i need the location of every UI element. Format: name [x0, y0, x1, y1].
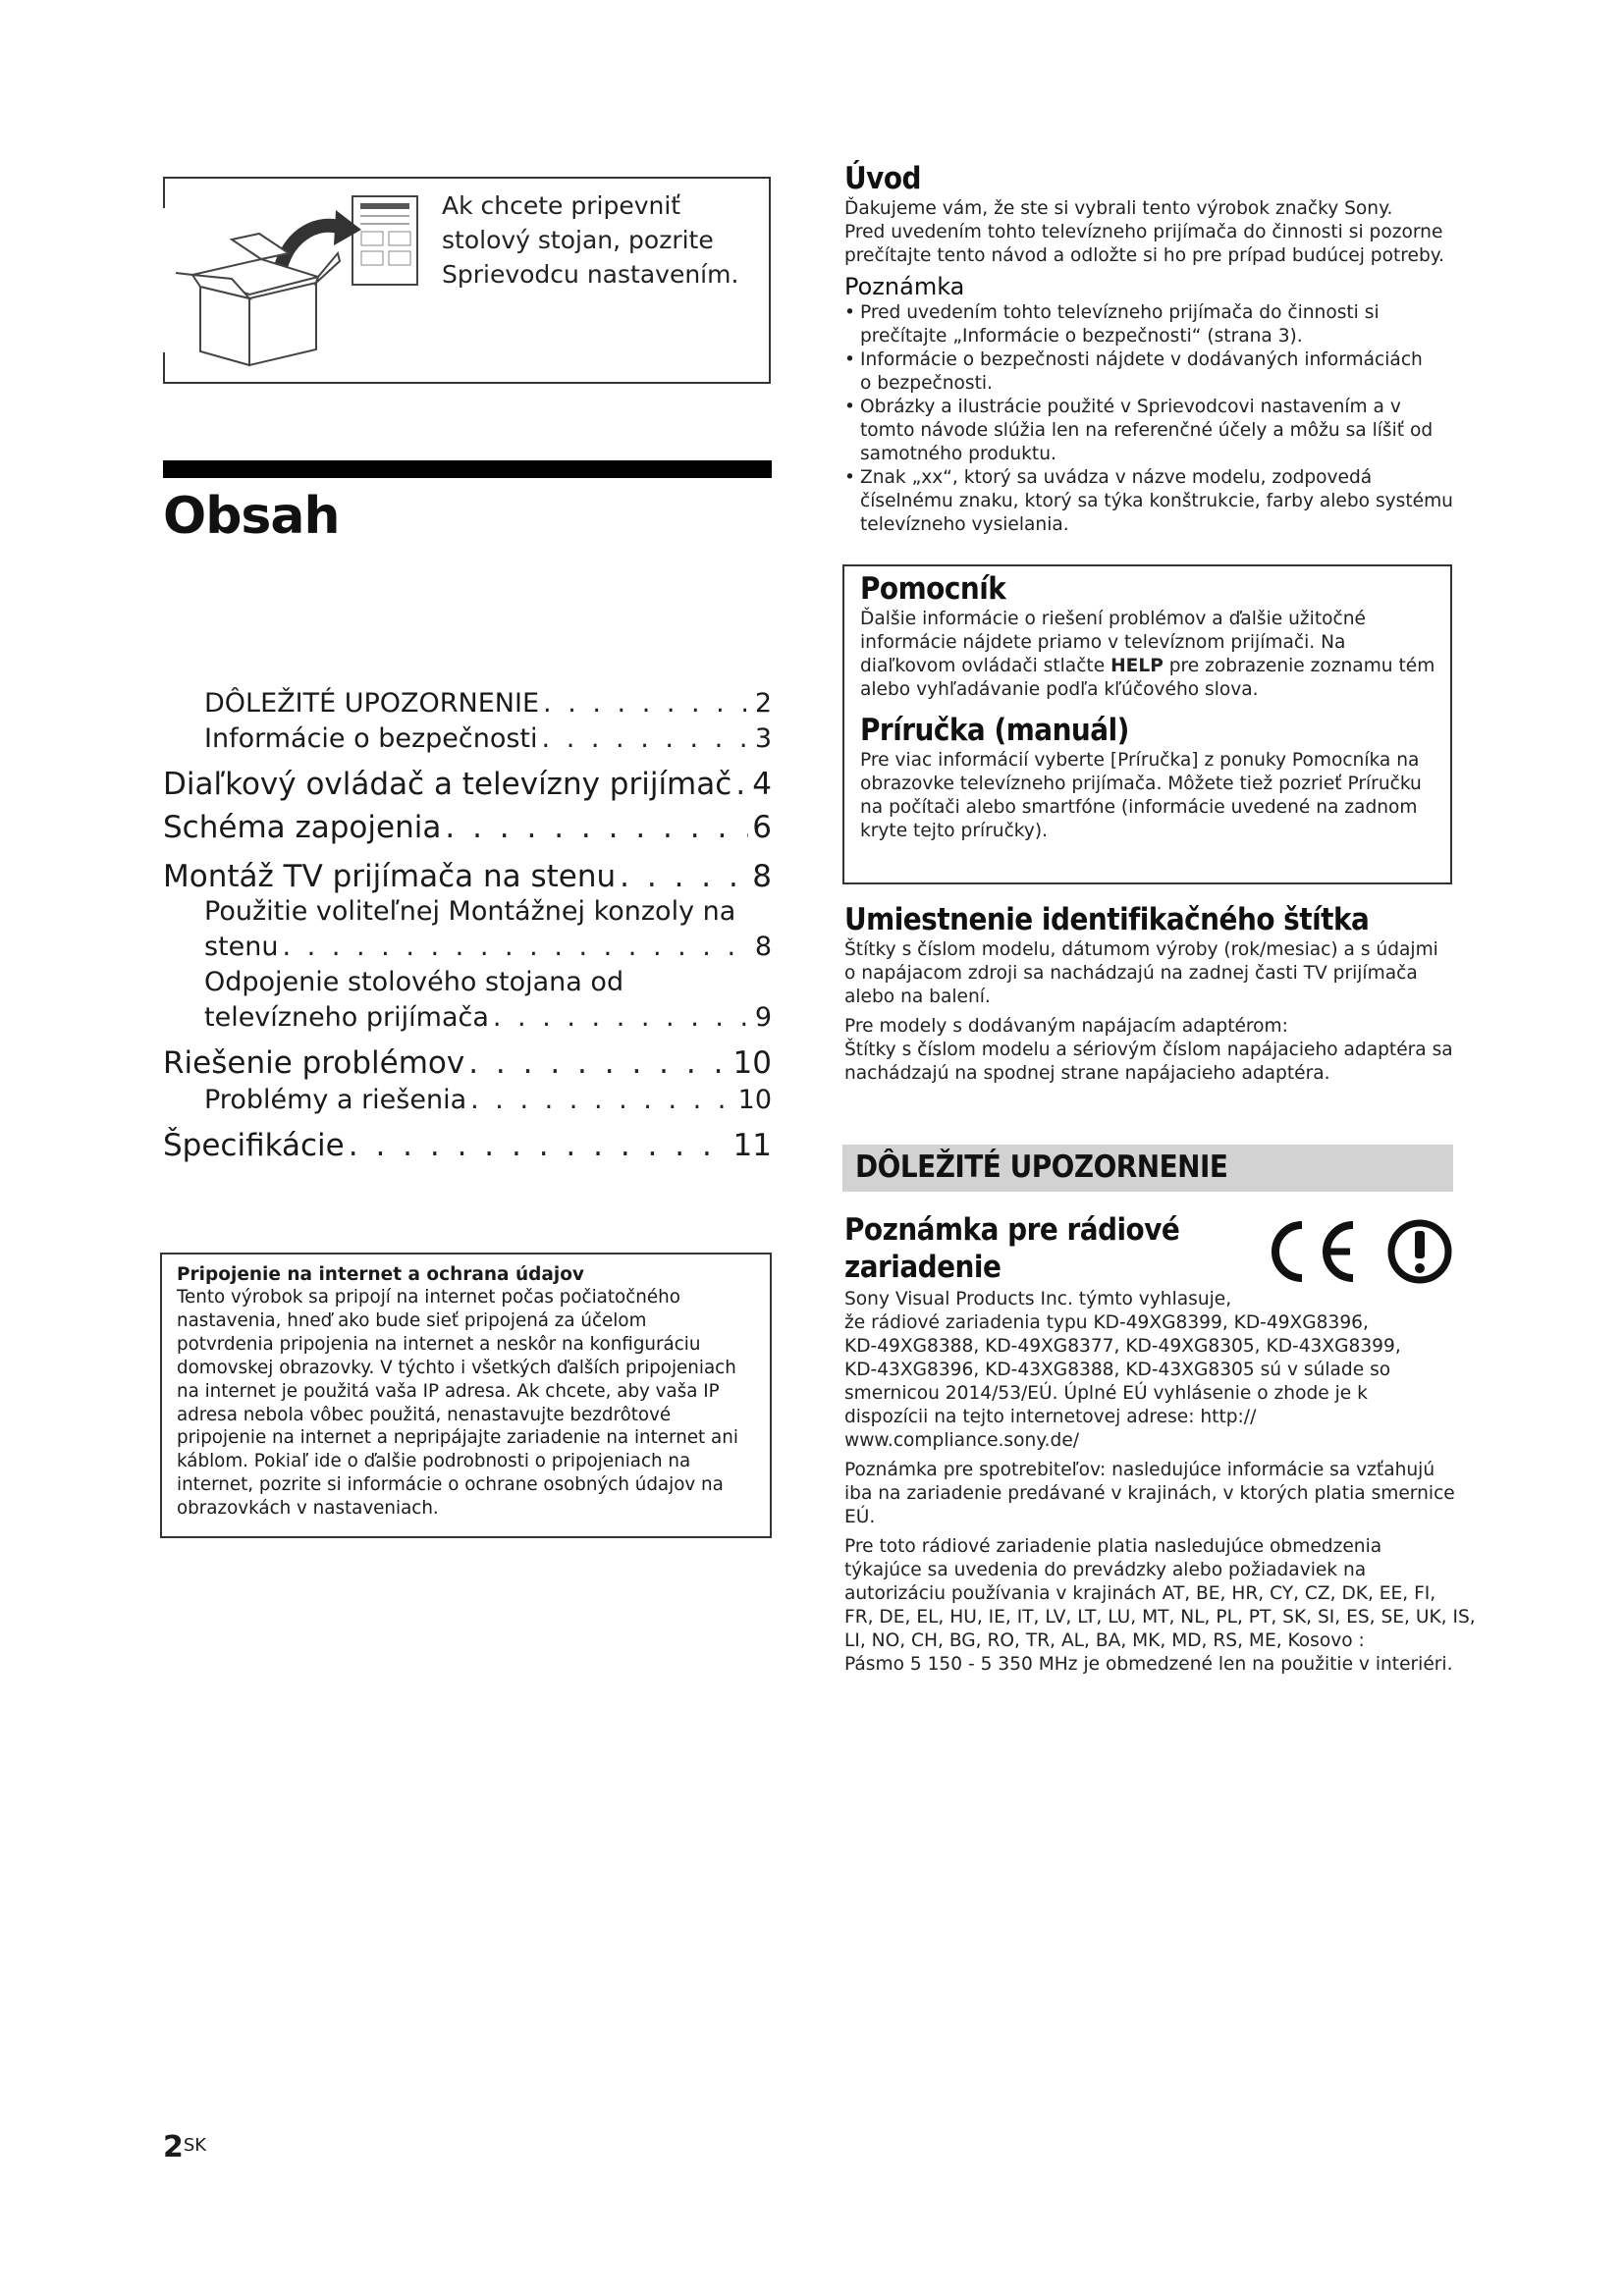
- pomocnik-text: diaľkovom ovládači stlačte: [860, 656, 1106, 676]
- radio-line: autorizáciu používania v krajinách AT, BE, HR, CY, CZ, DK, EE, FI,: [844, 1583, 1436, 1604]
- uvod-heading: Úvod: [844, 161, 921, 196]
- toc-entry-text: Schéma zapojenia: [163, 810, 442, 845]
- toc-leader: [445, 809, 748, 846]
- internet-box-line: káblom. Pokiaľ ide o ďalšie podrobnosti o pripojeniach na: [177, 1451, 691, 1472]
- pomocnik-line: informácie nájdete priamo v televíznom prijímači. Na: [860, 632, 1346, 653]
- internet-box-line: internet, pozrite si informácie o ochrane osobných údajov na: [177, 1474, 724, 1496]
- radio-heading: Poznámka pre rádiové: [844, 1212, 1180, 1248]
- help-key: HELP: [1110, 656, 1164, 676]
- internet-box-line: nastavenia, hneď ako bude sieť pripojená za účelom: [177, 1309, 647, 1331]
- internet-box-line: adresa nebola vôbec použitá, nenastavujte bezdrôtové: [177, 1404, 672, 1425]
- toc-entry[interactable]: [163, 931, 772, 964]
- internet-box-line: obrazovkách v nastaveniach.: [177, 1498, 439, 1520]
- note-item-cont: o bezpečnosti.: [860, 373, 993, 394]
- toc-entry-page: 9: [754, 1002, 772, 1033]
- stand-note-line: Ak chcete pripevniť: [442, 191, 681, 220]
- radio-line: Sony Visual Products Inc. týmto vyhlasuje,: [844, 1289, 1232, 1309]
- tv-box-manual-icon: [173, 188, 438, 375]
- label-heading: Umiestnenie identifikačného štítka: [844, 902, 1370, 937]
- label-section: [844, 901, 1458, 1086]
- internet-box-line: domovskej obrazovky. V týchto i všetkých ďalších pripojeniach: [177, 1357, 736, 1378]
- pomocnik-line: [860, 655, 1435, 678]
- toc-entry[interactable]: [163, 722, 772, 756]
- toc-entry-page: 10: [737, 1085, 772, 1115]
- internet-privacy-box: [160, 1253, 772, 1538]
- toc-leader: [470, 1084, 734, 1117]
- radio-line: týkajúce sa uvedenia do prevádzky alebo požiadaviek na: [844, 1560, 1367, 1580]
- toc-leader: [543, 687, 751, 721]
- note-item: • Znak „xx“, ktorý sa uvádza v názve modelu, zodpovedá: [844, 466, 1458, 490]
- toc-entry[interactable]: [163, 809, 772, 846]
- note-item-cont: číselnému znaku, ktorý sa týka konštrukcie, farby alebo systému: [860, 491, 1453, 511]
- toc-entry-page: 11: [732, 1128, 772, 1163]
- toc-entry-text: televízneho prijímača: [204, 1002, 489, 1033]
- label-line: nachádzajú na spodnej strane napájacieho adaptéra.: [844, 1063, 1330, 1084]
- manual-line: obrazovke televízneho prijímača. Môžete tiež pozrieť Príručku: [860, 774, 1422, 794]
- toc-entry-text: Použitie voliteľnej Montážnej konzoly na: [204, 896, 736, 927]
- label-line: alebo na balení.: [844, 987, 991, 1007]
- toc-entry-page: 6: [752, 810, 772, 845]
- alert-circle-icon: [1385, 1217, 1454, 1286]
- note-heading: Poznámka: [844, 273, 965, 300]
- internet-box-line: potvrdenia pripojenia na internet a neskôr na konfiguráciu: [177, 1333, 701, 1355]
- page-number: [163, 2130, 206, 2165]
- radio-line: iba na zariadenie predávané v krajinách, v ktorých platia smernice: [844, 1483, 1455, 1504]
- radio-heading: zariadenie: [844, 1250, 1001, 1285]
- radio-line: Pre toto rádiové zariadenie platia nasledujúce obmedzenia: [844, 1536, 1382, 1557]
- label-line: Pre modely s dodávaným napájacím adaptérom:: [844, 1016, 1288, 1037]
- toc-entry-text: stenu: [204, 932, 279, 962]
- help-box: [842, 564, 1452, 884]
- toc-entry[interactable]: [163, 1127, 772, 1164]
- note-item-cont: tomto návode slúžia len na referenčné účely a môžu sa líšiť od: [860, 420, 1434, 441]
- stand-note-box: [163, 177, 771, 384]
- toc-entry-text: Špecifikácie: [163, 1128, 345, 1163]
- toc-leader: [468, 1044, 729, 1082]
- label-line: Štítky s číslom modelu a sériovým číslom napájacieho adaptéra sa: [844, 1040, 1453, 1060]
- toc-leader: [735, 766, 748, 803]
- internet-box-line: Tento výrobok sa pripojí na internet počas počiatočného: [177, 1287, 680, 1308]
- internet-box-line: na internet je použitá vaša IP adresa. Ak chcete, aby vaša IP: [177, 1380, 720, 1402]
- uvod-section: [844, 160, 1458, 537]
- radio-line: dispozícii na tejto internetovej adrese: http://: [844, 1407, 1257, 1427]
- note-item: • Obrázky a ilustrácie použité v Sprievodcovi nastavením a v: [844, 396, 1458, 419]
- radio-line: FR, DE, EL, HU, IE, IT, LV, LT, LU, MT, NL, PL, PT, SK, SI, ES, SE, UK, IS,: [844, 1607, 1476, 1628]
- toc-entry-text: DÔLEŽITÉ UPOZORNENIE: [204, 688, 540, 719]
- toc-leader: [349, 1127, 730, 1164]
- radio-line: EÚ.: [844, 1507, 876, 1527]
- note-item: • Informácie o bezpečnosti nájdete v dodávaných informáciách: [844, 348, 1458, 372]
- label-line: o napájacom zdroji sa nachádzajú na zadnej časti TV prijímača: [844, 963, 1418, 984]
- toc-entry-text: Montáž TV prijímača na stenu: [163, 859, 617, 894]
- radio-line: KD-49XG8388, KD-49XG8377, KD-49XG8305, KD-43XG8399,: [844, 1336, 1401, 1357]
- manual-heading: Príručka (manuál): [860, 713, 1129, 748]
- toc-leader: [493, 1001, 751, 1035]
- toc-entry-page: 4: [752, 767, 772, 802]
- page-number-value: 2: [163, 2130, 184, 2164]
- toc-leader: [542, 722, 751, 756]
- uvod-line: Pred uvedením tohto televízneho prijímača do činnosti si pozorne: [844, 222, 1443, 242]
- label-line: Štítky s číslom modelu, dátumom výroby (rok/mesiac) a s údajmi: [844, 939, 1438, 960]
- toc-entry[interactable]: [163, 766, 772, 803]
- toc-leader: [620, 858, 748, 895]
- toc-entry[interactable]: [163, 1001, 772, 1035]
- radio-section: [844, 1211, 1476, 1677]
- page-language-suffix: SK: [183, 2135, 207, 2156]
- stand-note-line: stolový stojan, pozrite: [442, 226, 714, 254]
- internet-box-line: pripojenie na internet a nepripájajte zariadenie na internet ani: [177, 1427, 738, 1449]
- stand-note-line: Sprievodcu nastavením.: [442, 260, 739, 289]
- manual-line: kryte tejto príručky).: [860, 821, 1049, 841]
- radio-line: LI, NO, CH, BG, RO, TR, AL, BA, MK, MD, RS, ME, Kosovo :: [844, 1630, 1365, 1651]
- pomocnik-heading: Pomocník: [860, 571, 1006, 607]
- toc-entry-text: Riešenie problémov: [163, 1045, 465, 1081]
- pomocnik-text: pre zobrazenie zoznamu tém: [1168, 656, 1435, 676]
- radio-line: www.compliance.sony.de/: [844, 1430, 1080, 1451]
- note-item: • Pred uvedením tohto televízneho prijímača do činnosti si: [844, 301, 1458, 325]
- note-item-cont: televízneho vysielania.: [860, 514, 1069, 535]
- stand-note-text: [442, 188, 756, 292]
- toc-entry-text: Problémy a riešenia: [204, 1085, 467, 1115]
- uvod-line: Ďakujeme vám, že ste si vybrali tento výrobok značky Sony.: [844, 198, 1393, 219]
- radio-line: smernicou 2014/53/EÚ. Úplné EÚ vyhlásenie o zhode je k: [844, 1383, 1368, 1404]
- note-item-cont: prečítajte „Informácie o bezpečnosti“ (strana 3).: [860, 326, 1303, 347]
- radio-line: že rádiové zariadenia typu KD-49XG8399, KD-49XG8396,: [844, 1312, 1369, 1333]
- ce-mark-icon: [1257, 1217, 1365, 1286]
- toc-entry[interactable]: [163, 1044, 772, 1082]
- toc-leader: [283, 931, 751, 964]
- toc-entry-page: 10: [732, 1045, 772, 1081]
- radio-line: KD-43XG8396, KD-43XG8388, KD-43XG8305 sú v súlade so: [844, 1360, 1391, 1380]
- note-item-cont: samotného produktu.: [860, 444, 1056, 464]
- toc-entry-text: Odpojenie stolového stojana od: [204, 967, 624, 997]
- radio-line: Pásmo 5 150 - 5 350 MHz je obmedzené len na použitie v interiéri.: [844, 1654, 1453, 1675]
- toc-entry[interactable]: [163, 1084, 772, 1117]
- toc-entry[interactable]: [163, 687, 772, 721]
- toc-heading-bar: [163, 460, 772, 478]
- internet-box-title: Pripojenie na internet a ochrana údajov: [177, 1264, 584, 1285]
- pomocnik-line: Ďalšie informácie o riešení problémov a ďalšie užitočné: [860, 609, 1366, 629]
- pomocnik-line: alebo vyhľadávanie podľa kľúčového slova.: [860, 679, 1259, 700]
- toc-entry-page: 8: [754, 932, 772, 962]
- toc-title: Obsah: [163, 487, 340, 546]
- toc-entry-page: 8: [752, 859, 772, 894]
- important-banner-text: DÔLEŽITÉ UPOZORNENIE: [855, 1149, 1228, 1185]
- manual-line: Pre viac informácií vyberte [Príručka] z ponuky Pomocníka na: [860, 750, 1420, 771]
- toc-entry-page: 2: [754, 688, 772, 719]
- radio-line: Poznámka pre spotrebiteľov: nasledujúce informácie sa vzťahujú: [844, 1460, 1435, 1480]
- uvod-line: prečítajte tento návod a odložte si ho pre prípad budúcej potreby.: [844, 245, 1445, 266]
- toc-entry-text: Diaľkový ovládač a televízny prijímač: [163, 767, 732, 802]
- toc-entry-text: Informácie o bezpečnosti: [204, 723, 538, 754]
- toc-entry-page: 3: [754, 723, 772, 754]
- manual-line: na počítači alebo smartfóne (informácie uvedené na zadnom: [860, 797, 1418, 818]
- toc-entry[interactable]: [163, 858, 772, 895]
